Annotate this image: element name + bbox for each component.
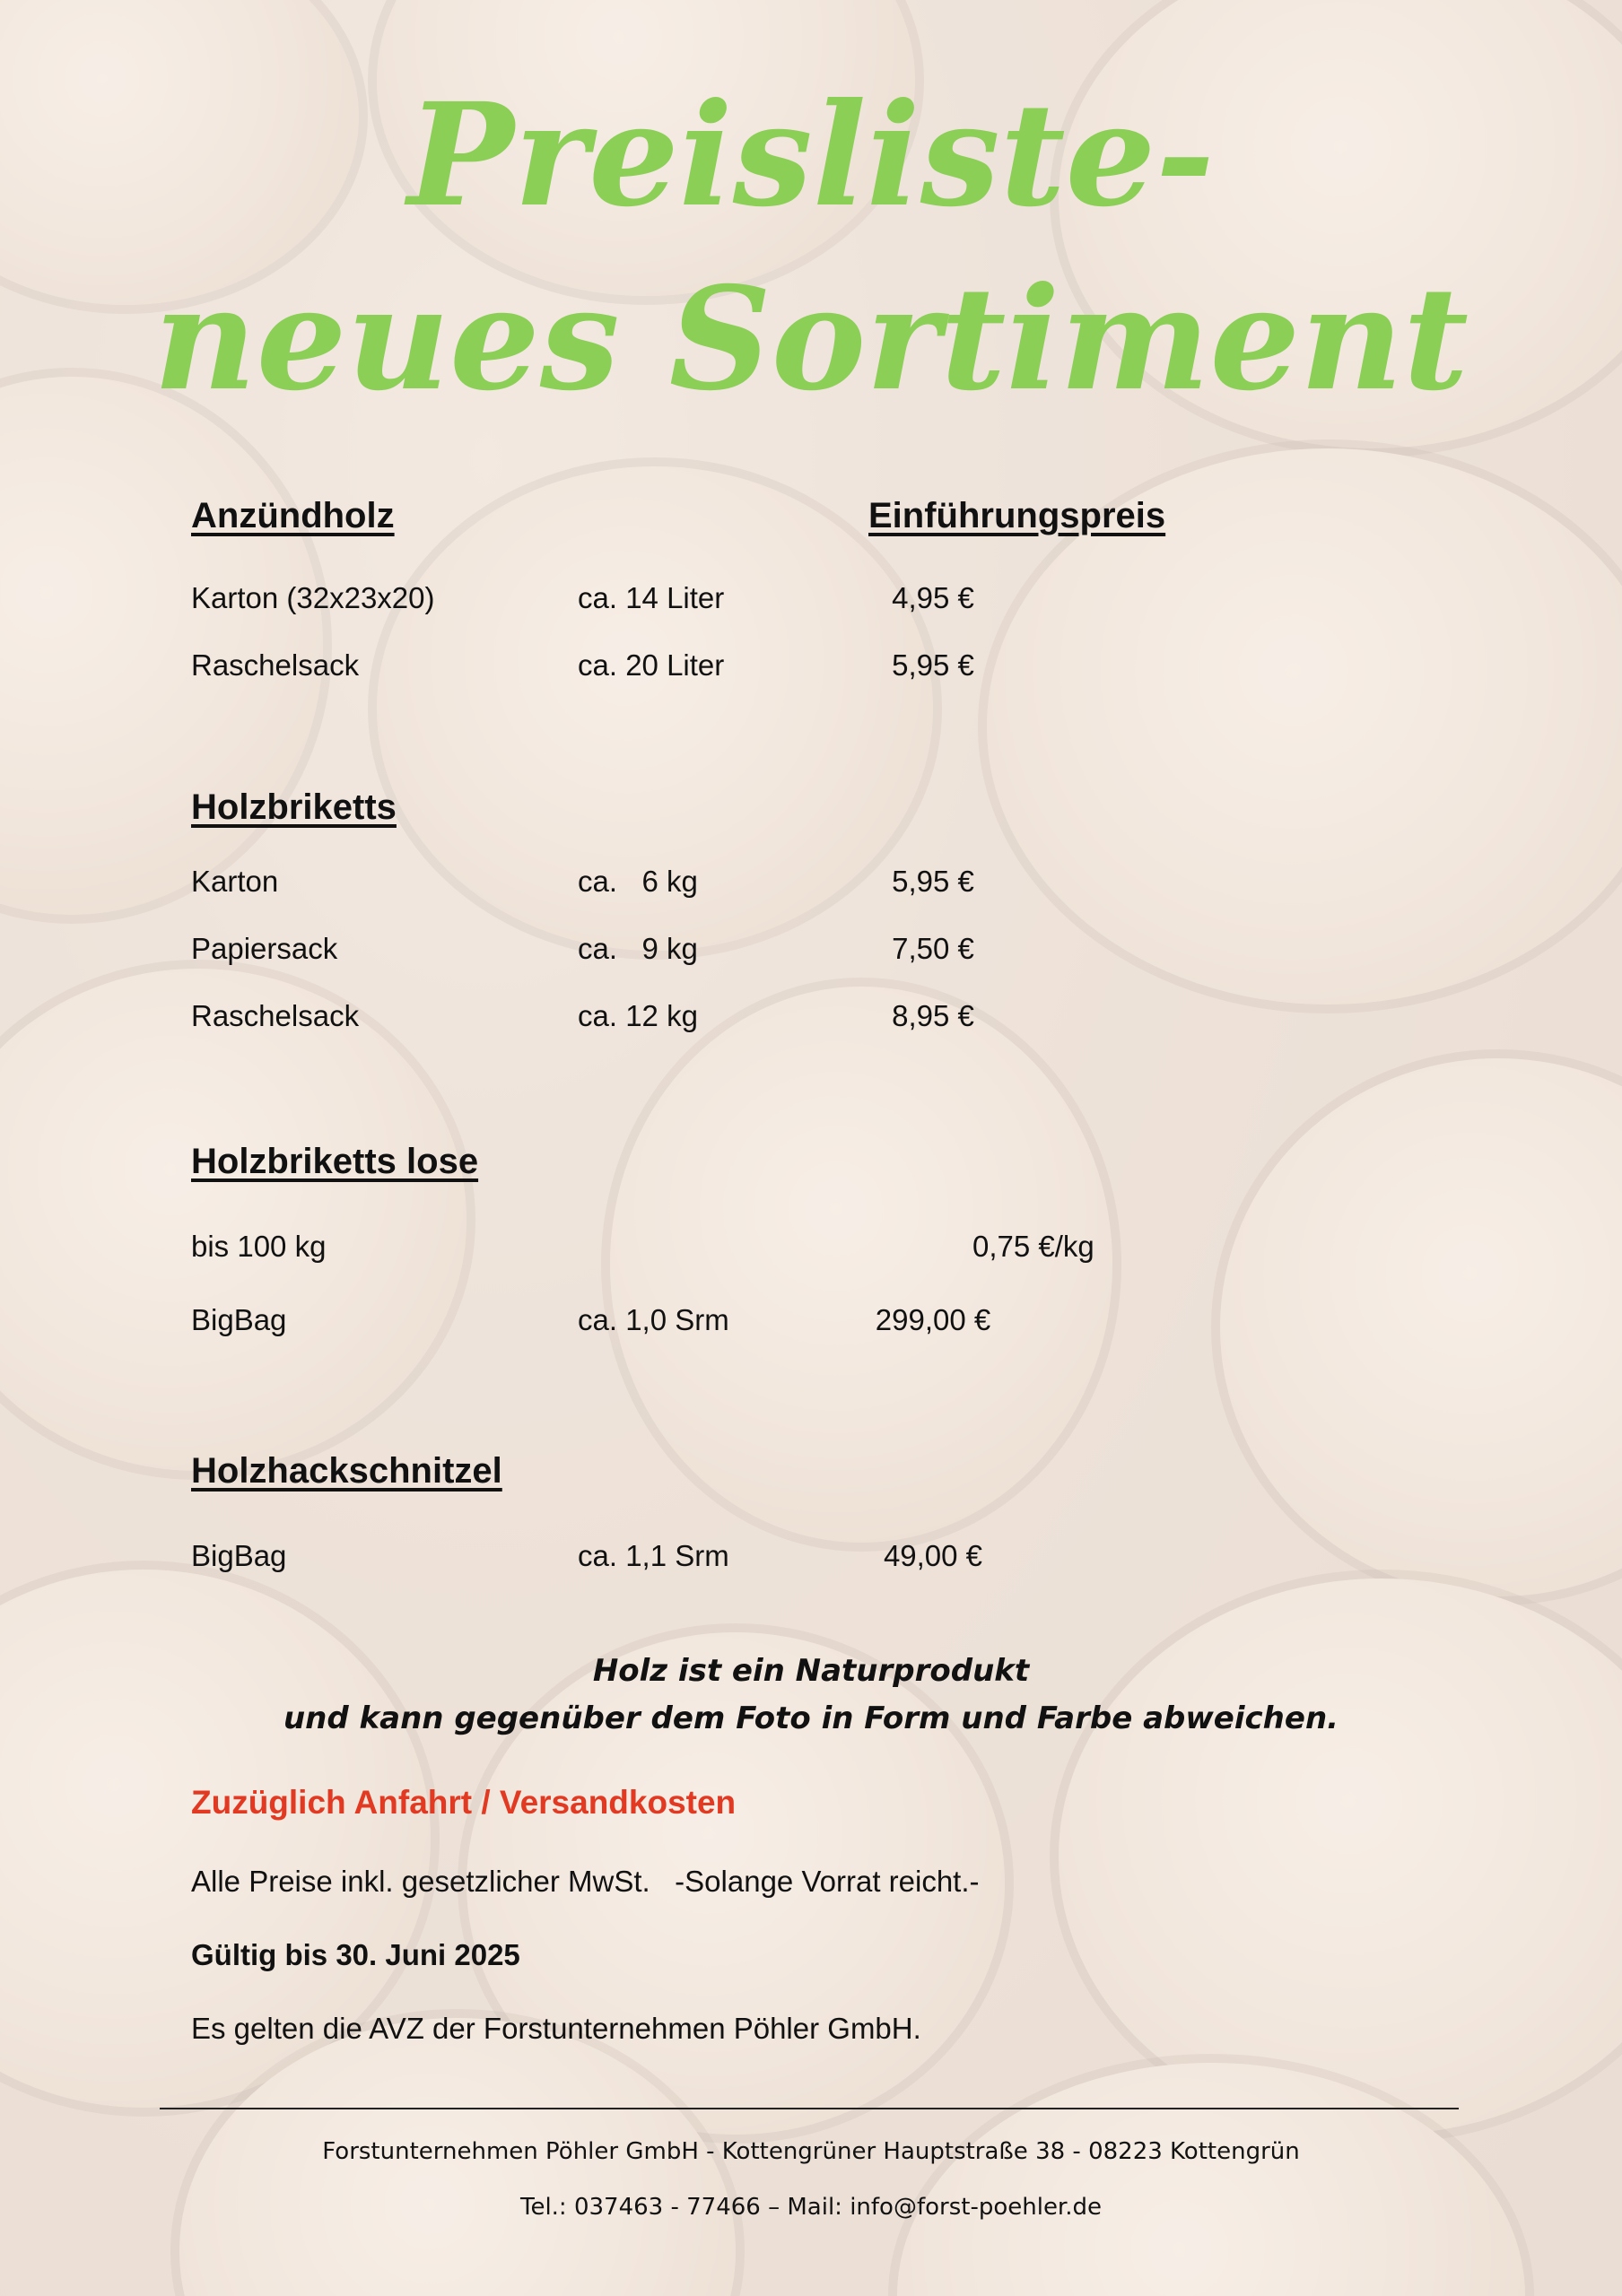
- item-name: Raschelsack: [191, 999, 360, 1032]
- footer-contact: Tel.: 037463 - 77466 – Mail: info@forst-poehler.de: [519, 2194, 1103, 2221]
- item-size: ca. 1,0 Srm: [578, 1303, 729, 1336]
- item-name: BigBag: [191, 1303, 287, 1336]
- item-name: Raschelsack: [191, 648, 360, 682]
- disclaimer-line-2: und kann gegenüber dem Foto in Form und Farbe abweichen.: [283, 1700, 1339, 1736]
- footer-address: Forstunternehmen Pöhler GmbH - Kottengrüner Hauptstraße 38 - 08223 Kottengrün: [322, 2138, 1300, 2165]
- section-heading-holzbriketts-lose: Holzbriketts lose: [191, 1142, 479, 1181]
- item-price: 5,95 €: [892, 648, 974, 682]
- item-price: 4,95 €: [892, 581, 974, 614]
- item-size: ca. 20 Liter: [578, 648, 725, 682]
- item-size: ca. 6 kg: [578, 865, 698, 898]
- item-price: 5,95 €: [892, 865, 974, 898]
- item-size: ca. 9 kg: [578, 932, 698, 965]
- footer-divider: [160, 2108, 1459, 2109]
- price-column-header: Einführungspreis: [868, 496, 1166, 535]
- item-price: 0,75 €/kg: [972, 1230, 1094, 1263]
- section-heading-holzhackschnitzel: Holzhackschnitzel: [191, 1451, 502, 1491]
- item-price: 7,50 €: [892, 932, 974, 965]
- validity-note: Gültig bis 30. Juni 2025: [191, 1938, 520, 1971]
- item-name: Papiersack: [191, 932, 338, 965]
- disclaimer-line-1: Holz ist ein Naturprodukt: [592, 1653, 1030, 1689]
- page-title-line-2: neues Sortiment: [153, 257, 1469, 422]
- item-name: bis 100 kg: [191, 1230, 327, 1263]
- item-size: ca. 14 Liter: [578, 581, 725, 614]
- item-size: ca. 1,1 Srm: [578, 1539, 729, 1572]
- vat-note: Alle Preise inkl. gesetzlicher MwSt. -Solange Vorrat reicht.-: [191, 1865, 980, 1898]
- item-name: Karton (32x23x20): [191, 581, 435, 614]
- section-heading-holzbriketts: Holzbriketts: [191, 787, 397, 827]
- extra-costs-note: Zuzüglich Anfahrt / Versandkosten: [191, 1784, 737, 1821]
- item-size: ca. 12 kg: [578, 999, 698, 1032]
- item-name: Karton: [191, 865, 279, 898]
- terms-note: Es gelten die AVZ der Forstunternehmen Pöhler GmbH.: [191, 2012, 921, 2045]
- item-price: 49,00 €: [883, 1539, 983, 1572]
- item-price: 299,00 €: [875, 1303, 991, 1336]
- section-heading-anzuendholz: Anzündholz: [191, 496, 395, 535]
- item-price: 8,95 €: [892, 999, 974, 1032]
- page-title-line-1: Preisliste-: [407, 73, 1215, 239]
- item-name: BigBag: [191, 1539, 287, 1572]
